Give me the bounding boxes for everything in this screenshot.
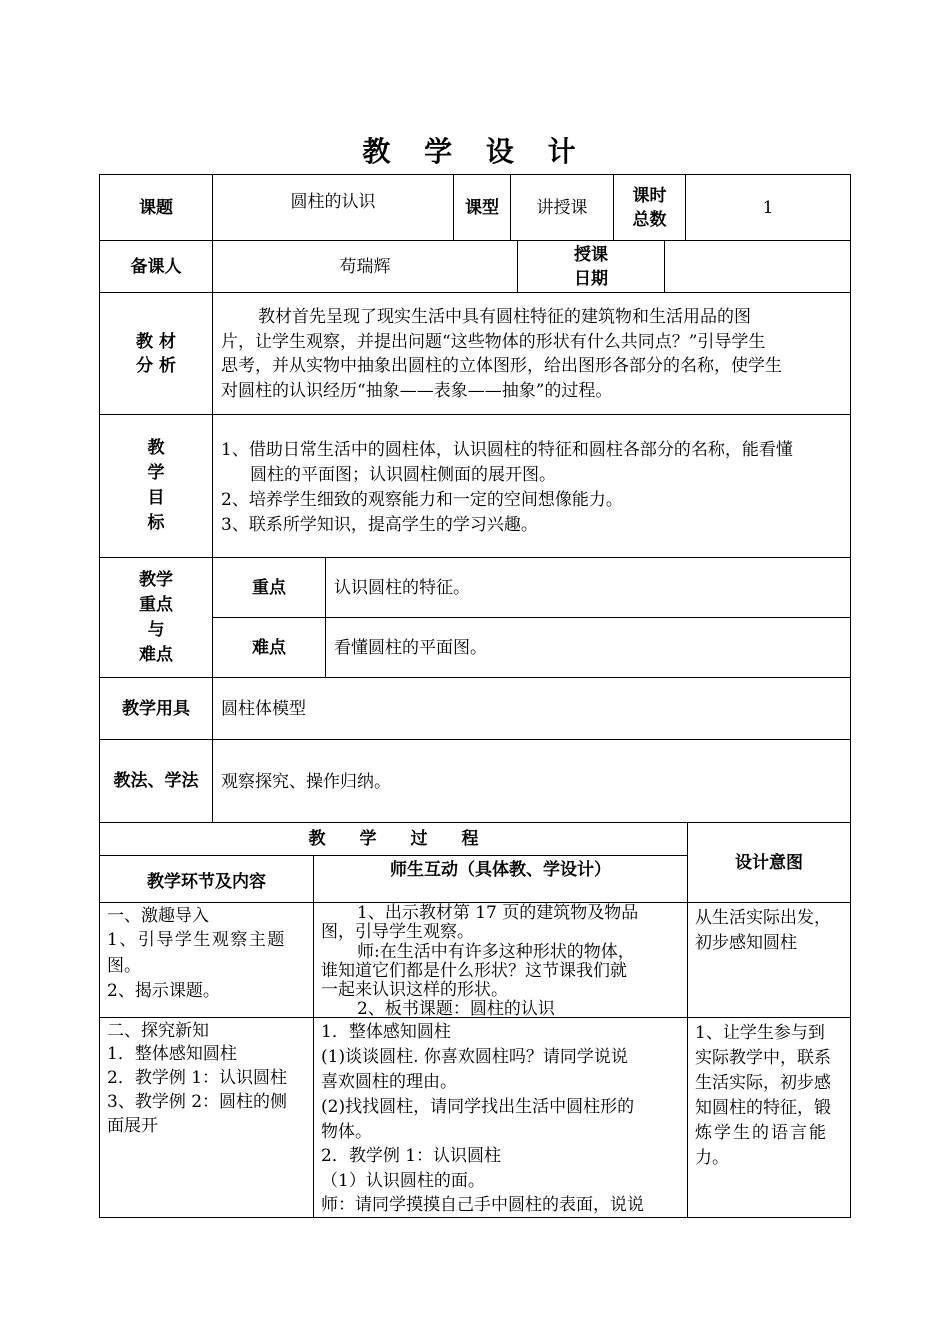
analysis-label-line1: 教 材 xyxy=(136,331,176,352)
interaction-line: 图，引导学生观察。 xyxy=(321,922,474,942)
process-col-intent: 设计意图 xyxy=(735,852,803,873)
table-border xyxy=(313,855,314,1218)
keypoints-label-line: 与 xyxy=(147,619,165,640)
stage-line: 2、揭示课题。 xyxy=(107,981,220,1001)
analysis-line: 思考，并从实物中抽象出圆柱的立体图形，给出图形各部分的名称，使学生 xyxy=(221,356,782,376)
topic-value: 圆柱的认识 xyxy=(290,192,376,212)
goals-label-char: 标 xyxy=(147,513,165,533)
intent-line: 实际教学中，联系 xyxy=(695,1048,831,1068)
key-value: 认识圆柱的特征。 xyxy=(334,578,470,598)
intent-line: 力。 xyxy=(695,1148,729,1168)
methods-label: 教法、学法 xyxy=(113,771,199,791)
interaction-line: 2．教学例 1：认识圆柱 xyxy=(321,1146,502,1166)
stage-line: 2．教学例 1：认识圆柱 xyxy=(107,1068,288,1088)
date-label-line1: 授课 xyxy=(574,244,608,265)
key-label: 重点 xyxy=(252,577,286,598)
goals-line: 圆柱的平面图；认识圆柱侧面的展开图。 xyxy=(250,465,556,485)
interaction-line: （1）认识圆柱的面。 xyxy=(321,1171,485,1191)
analysis-label xyxy=(100,293,212,414)
interaction-line: 1、出示教材第 17 页的建筑物及物品 xyxy=(357,903,639,923)
interaction-line: 师:在生活中有许多这种形状的物体， xyxy=(357,942,635,962)
difficulty-label: 难点 xyxy=(252,637,286,658)
process-col-stage: 教学环节及内容 xyxy=(147,872,266,892)
keypoints-label-line: 教学 xyxy=(139,569,173,590)
intent-line: 1、让学生参与到 xyxy=(695,1023,825,1043)
goals-line: 2、培养学生细致的观察能力和一定的空间想像能力。 xyxy=(221,490,623,510)
methods-value: 观察探究、操作归纳。 xyxy=(221,772,391,792)
analysis-line: 对圆柱的认识经历“抽象——表象——抽象”的过程。 xyxy=(221,381,613,401)
goals-label-char: 学 xyxy=(147,463,165,483)
date-label-line2: 日期 xyxy=(574,268,608,289)
goals-label-char: 教 xyxy=(147,438,165,458)
interaction-line: 谁知道它们都是什么形状？这节课我们就 xyxy=(321,961,627,981)
interaction-line: 一起来认识这样的形状。 xyxy=(321,980,508,1000)
analysis-label-line2: 分 析 xyxy=(136,355,176,376)
interaction-line: 喜欢圆柱的理由。 xyxy=(321,1072,457,1092)
intent-line: 知圆柱的特征，锻 xyxy=(695,1098,831,1118)
intent-line: 从生活实际出发， xyxy=(695,908,831,928)
topic-label: 课题 xyxy=(139,197,173,218)
page-title: 教 学 设 计 xyxy=(362,135,588,168)
goals-line: 3、联系所学知识，提高学生的学习兴趣。 xyxy=(221,515,538,535)
hours-label-line1: 课时 xyxy=(632,185,667,206)
hours-label xyxy=(614,175,685,240)
process-title: 教 学 过 程 xyxy=(308,829,479,849)
goals-label xyxy=(100,415,212,557)
interaction-line: 师：请同学摸摸自己手中圆柱的表面，说说 xyxy=(321,1195,644,1215)
keypoints-label-line: 难点 xyxy=(139,644,173,665)
type-value: 讲授课 xyxy=(536,197,588,218)
analysis-line: 片，让学生观察，并提出问题“这些物体的形状有什么共同点？”引导学生 xyxy=(221,332,766,352)
date-label xyxy=(518,241,664,292)
interaction-line: 1．整体感知圆柱 xyxy=(321,1022,451,1042)
stage-line: 1．整体感知圆柱 xyxy=(107,1044,237,1064)
stage-line: 1、引导学生观察主题 xyxy=(107,930,286,950)
hours-value: 1 xyxy=(762,197,774,218)
interaction-line: 物体。 xyxy=(321,1122,372,1142)
table-border xyxy=(850,174,851,1218)
keypoints-label xyxy=(100,558,212,677)
goals-line: 1、借助日常生活中的圆柱体，认识圆柱的特征和圆柱各部分的名称，能看懂 xyxy=(221,440,793,460)
goals-label-char: 目 xyxy=(147,488,165,508)
keypoints-label-line: 重点 xyxy=(139,594,173,615)
stage-line: 图。 xyxy=(107,956,141,976)
intent-line: 生活实际，初步感 xyxy=(695,1073,831,1093)
date-value xyxy=(665,241,850,292)
stage-line: 一、激趣导入 xyxy=(107,906,209,926)
interaction-line: 2、板书课题：圆柱的认识 xyxy=(357,999,555,1019)
tools-value: 圆柱体模型 xyxy=(221,699,306,719)
stage-line: 3、教学例 2：圆柱的侧 xyxy=(107,1092,288,1112)
stage-line: 二、探究新知 xyxy=(107,1021,209,1041)
intent-line: 初步感知圆柱 xyxy=(695,933,797,953)
interaction-line: (2)找找圆柱，请同学找出生活中圆柱形的 xyxy=(321,1097,635,1117)
interaction-line: (1)谈谈圆柱. 你喜欢圆柱吗？请同学说说 xyxy=(321,1047,628,1067)
preparer-value: 苟瑞辉 xyxy=(339,256,391,277)
stage-line: 面展开 xyxy=(107,1116,158,1136)
difficulty-value: 看懂圆柱的平面图。 xyxy=(334,638,487,658)
table-border xyxy=(325,557,326,677)
process-col-interaction: 师生互动（具体教、学设计） xyxy=(390,860,611,880)
hours-label-line2: 总数 xyxy=(632,209,667,230)
type-label: 课型 xyxy=(465,197,499,218)
intent-line: 炼学生的语言能 xyxy=(695,1123,828,1143)
table-border xyxy=(99,1217,851,1218)
tools-label: 教学用具 xyxy=(122,698,190,719)
preparer-label: 备课人 xyxy=(130,256,182,277)
analysis-line: 教材首先呈现了现实生活中具有圆柱特征的建筑物和生活用品的图 xyxy=(258,307,751,327)
